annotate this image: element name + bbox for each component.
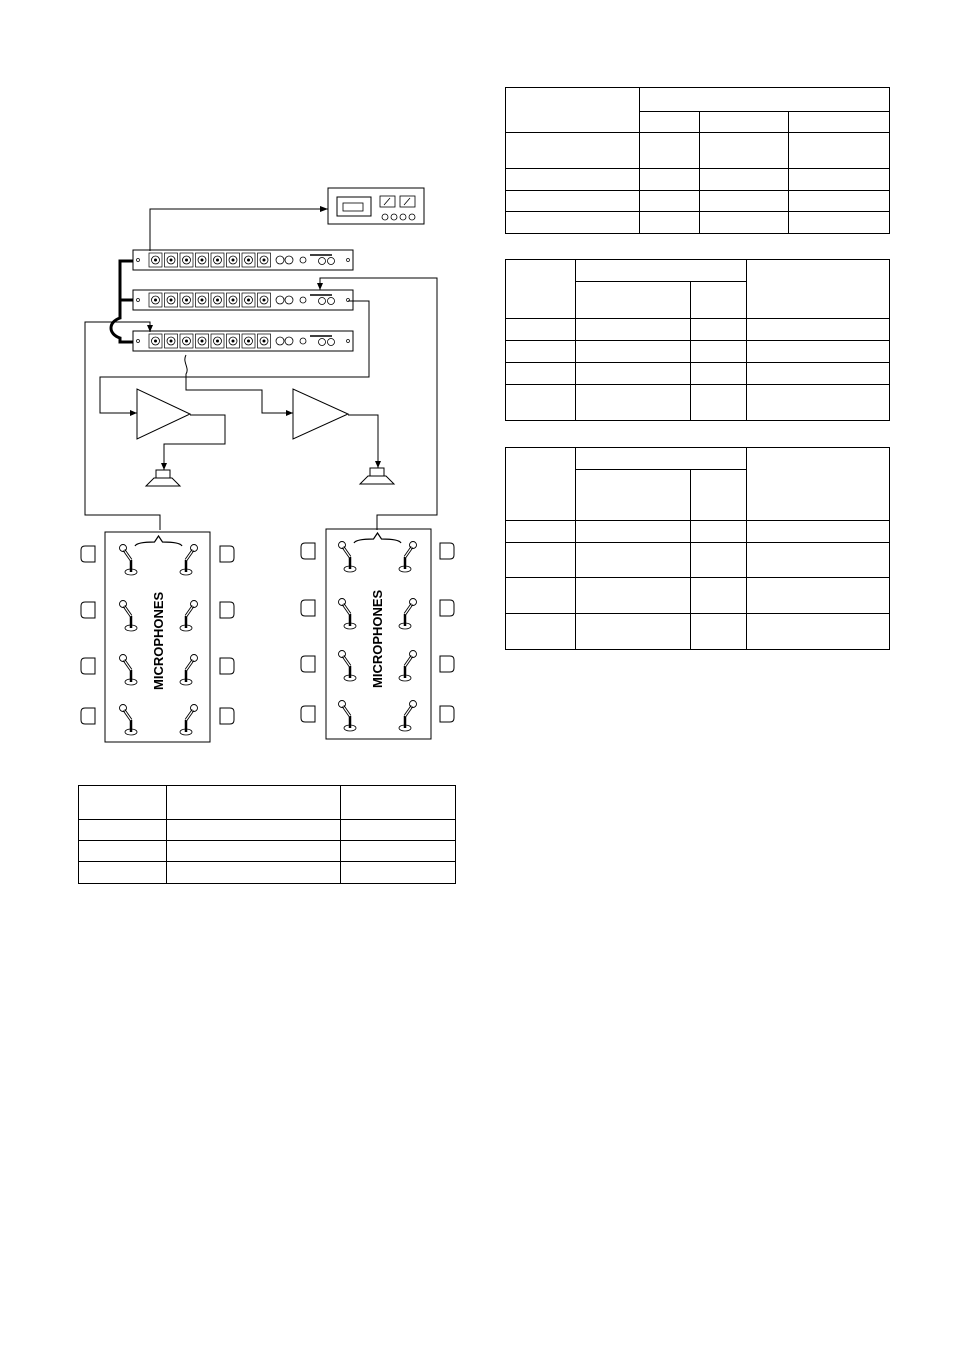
microphone-icon [399,651,417,682]
mixer-rack-3 [133,331,353,351]
table-cell [691,385,747,421]
table-cell [79,841,167,862]
table-cell [640,191,700,212]
table-cell [747,260,890,319]
left-table-label: MICROPHONES [151,591,166,690]
microphone-icon [339,599,357,630]
table-cell [576,543,691,578]
table-cell [747,341,890,363]
table-cell [700,112,789,133]
table-cell [640,88,890,112]
table-cell [576,385,691,421]
table-cell [789,169,890,191]
microphone-icon [180,545,198,576]
chair-icon [301,600,315,616]
table-cell [506,212,640,234]
table-cell [576,319,691,341]
table-cell [691,363,747,385]
table-cell [506,385,576,421]
microphone-icon [180,601,198,632]
right-table-2 [505,259,890,421]
chair-icon [440,706,454,722]
table-cell [576,448,747,470]
table-cell [691,470,747,521]
chair-icon [301,656,315,672]
table-cell [79,786,167,820]
table-cell [506,133,640,169]
microphone-icon [399,701,417,732]
chair-icon [220,658,234,674]
table-cell [691,282,747,319]
table-cell [747,578,890,614]
table-cell [576,363,691,385]
chair-icon [301,543,315,559]
table-cell [167,862,341,884]
table-cell [576,578,691,614]
table-cell [700,191,789,212]
table-cell [576,521,691,543]
table-cell [79,862,167,884]
microphone-icon [120,545,138,576]
table-cell [700,212,789,234]
table-cell [576,470,691,521]
mixer-rack-2 [133,290,353,310]
table-cell [576,614,691,650]
right-table-1 [505,87,890,234]
table-cell [747,448,890,521]
table-cell [167,841,341,862]
table-cell [506,614,576,650]
link-cable [111,261,133,342]
table-cell [789,112,890,133]
chair-icon [81,708,95,724]
microphone-icon [339,701,357,732]
chair-icon [220,708,234,724]
table-cell [576,282,691,319]
table-cell [747,543,890,578]
table-cell [691,543,747,578]
table-cell [506,578,576,614]
microphone-icon [120,705,138,736]
mixer-racks [133,250,353,351]
table-cell [747,385,890,421]
table-cell [691,578,747,614]
left-bottom-table [78,785,456,884]
table-cell [691,319,747,341]
table-cell [506,363,576,385]
table-cell [506,521,576,543]
table-cell [506,88,640,133]
chair-icon [440,656,454,672]
chair-icon [81,602,95,618]
right-table-3 [505,447,890,650]
table-cell [341,862,456,884]
table-cell [789,212,890,234]
table-cell [700,169,789,191]
table-cell [506,448,576,521]
right-table-label: MICROPHONES [370,589,385,688]
table-cell [691,341,747,363]
table-cell [506,260,576,319]
table-cell [747,319,890,341]
microphone-icon [120,601,138,632]
table-cell [640,169,700,191]
microphone-icon [399,599,417,630]
table-cell [640,133,700,169]
table-cell [506,341,576,363]
chair-icon [81,658,95,674]
table-cell [747,363,890,385]
table-cell [691,521,747,543]
table-cell [506,191,640,212]
arrow-heads [130,206,381,470]
table-cell [167,820,341,841]
chair-icon [440,600,454,616]
table-cell [167,786,341,820]
table-cell [691,614,747,650]
table-cell [79,820,167,841]
chair-icon [81,546,95,562]
microphone-icon [180,705,198,736]
amplifier-1 [137,389,190,439]
table-cell [576,260,747,282]
table-cell [341,841,456,862]
speaker-right-icon [360,468,394,484]
speaker-left-icon [146,470,180,486]
chair-icon [220,546,234,562]
microphone-icon [399,542,417,573]
table-cell [747,614,890,650]
table-cell [700,133,789,169]
table-cell [506,319,576,341]
chair-icon [220,602,234,618]
table-cell [789,191,890,212]
amplifier-2 [293,389,348,439]
table-cell [640,112,700,133]
microphone-icon [180,655,198,686]
table-cell [789,133,890,169]
microphone-icon [339,542,357,573]
table-cell [506,169,640,191]
chair-icon [440,543,454,559]
chair-icon [301,706,315,722]
table-cell [640,212,700,234]
table-cell [576,341,691,363]
microphone-icon [339,651,357,682]
table-cell [747,521,890,543]
mixer-rack-1 [133,250,353,270]
control-unit [328,188,424,224]
table-cell [341,820,456,841]
conference-tables [81,529,454,742]
table-cell [341,786,456,820]
table-cell [506,543,576,578]
microphone-icon [120,655,138,686]
